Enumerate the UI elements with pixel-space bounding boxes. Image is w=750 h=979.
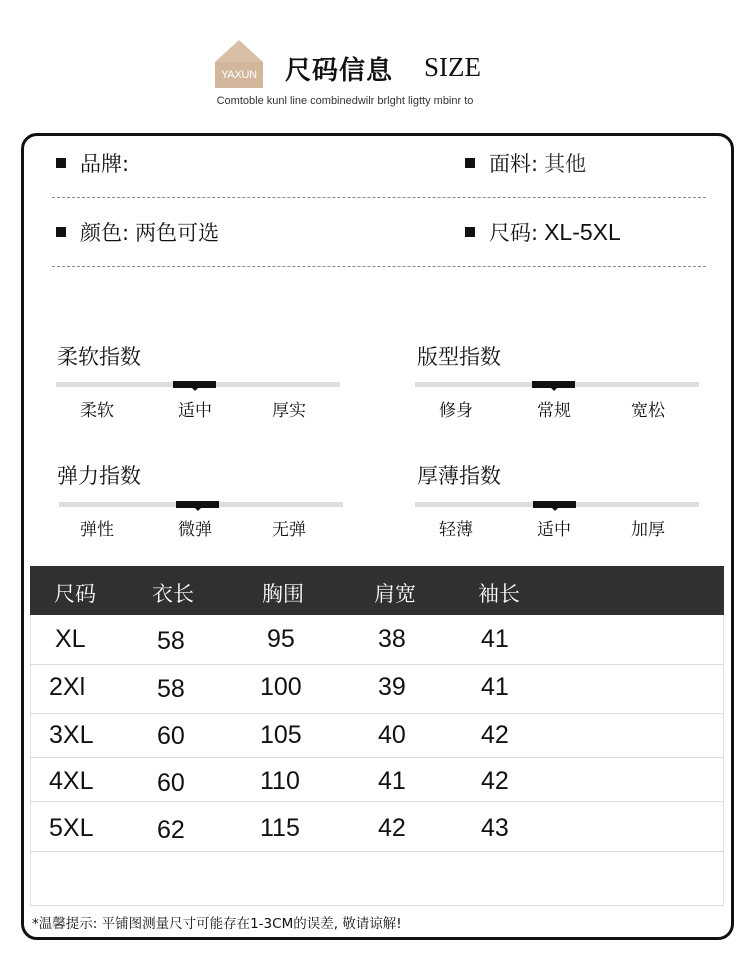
bullet-square-icon [56,158,66,168]
thickness-label-1: 轻薄 [439,520,473,540]
thickness-label-3: 加厚 [631,520,665,540]
table-cell: 62 [157,816,185,844]
table-cell: 60 [157,769,185,797]
info-fabric [465,148,586,178]
softness-index-marker [173,381,216,388]
fabric-value: 其他 [544,152,587,176]
measurement-note: *温馨提示: 平铺图测量尺寸可能存在1-3CM的误差, 敬请谅解! [32,916,402,932]
table-cell: 38 [378,625,406,653]
col-header-sleeve: 袖长 [478,582,520,606]
softness-label-2: 适中 [178,401,212,421]
elasticity-index-marker [176,501,219,508]
info-brand [56,148,129,178]
table-cell: 100 [260,673,302,701]
table-cell: 42 [481,721,509,749]
table-cell: 105 [260,721,302,749]
fit-label-2: 常规 [537,401,571,421]
brand-label: 品牌: [80,152,130,176]
color-value: 两色可选 [135,221,220,245]
fit-index-marker [532,381,575,388]
table-cell: 42 [378,814,406,842]
table-cell: XL [55,625,86,653]
bullet-square-icon [465,158,475,168]
table-cell: 3XL [49,721,94,749]
info-color [56,217,219,247]
thickness-index-title: 厚薄指数 [417,464,501,488]
softness-index-title: 柔软指数 [57,345,141,369]
col-header-length: 衣长 [152,582,194,606]
size-table-body [30,615,724,906]
size-value: XL-5XL [544,219,621,245]
row-divider [30,757,724,758]
row-divider [30,851,724,852]
color-label: 颜色: [80,221,130,245]
bullet-square-icon [465,227,475,237]
table-cell: 60 [157,722,185,750]
dotted-divider [52,197,706,198]
col-header-size: 尺码 [54,582,96,606]
elasticity-label-1: 弹性 [80,520,114,540]
table-cell: 5XL [49,814,94,842]
table-cell: 115 [260,814,300,842]
bullet-square-icon [56,227,66,237]
table-cell: 4XL [49,767,94,795]
softness-label-1: 柔软 [80,401,114,421]
logo-roof-shape [215,40,263,62]
brand-logo [215,40,263,88]
elasticity-label-3: 无弹 [272,520,306,540]
row-divider [30,801,724,802]
info-size [465,217,621,247]
page-title-en: SIZE [424,52,481,82]
table-cell: 41 [481,625,509,653]
table-cell: 110 [260,767,300,795]
elasticity-index-title: 弹力指数 [57,464,141,488]
table-cell: 41 [378,767,406,795]
row-divider [30,713,724,714]
thickness-label-2: 适中 [537,520,571,540]
logo-text: YAXUN [215,62,263,88]
table-cell: 58 [157,627,185,655]
fabric-label: 面料: [489,152,539,176]
size-label: 尺码: [489,221,539,245]
dotted-divider [52,266,706,267]
row-divider [30,664,724,665]
softness-label-3: 厚实 [272,401,306,421]
fit-label-1: 修身 [439,401,473,421]
fit-index-title: 版型指数 [417,345,501,369]
col-header-shoulder: 肩宽 [374,582,416,606]
table-cell: 42 [481,767,509,795]
page-subtitle [0,95,690,107]
table-cell: 95 [267,625,295,653]
table-cell: 40 [378,721,406,749]
table-cell: 58 [157,675,185,703]
table-cell: 41 [481,673,509,701]
page-title-cn: 尺码信息 [285,56,394,86]
subtitle-text: Comtoble kunl line combinedwilr brlght ligtty mbinr to [216,95,474,107]
table-cell: 39 [378,673,406,701]
table-cell: 2Xl [49,673,86,701]
fit-label-3: 宽松 [631,401,665,421]
col-header-chest: 胸围 [262,582,304,606]
table-cell: 43 [481,814,509,842]
thickness-index-marker [533,501,576,508]
elasticity-label-2: 微弹 [178,520,212,540]
